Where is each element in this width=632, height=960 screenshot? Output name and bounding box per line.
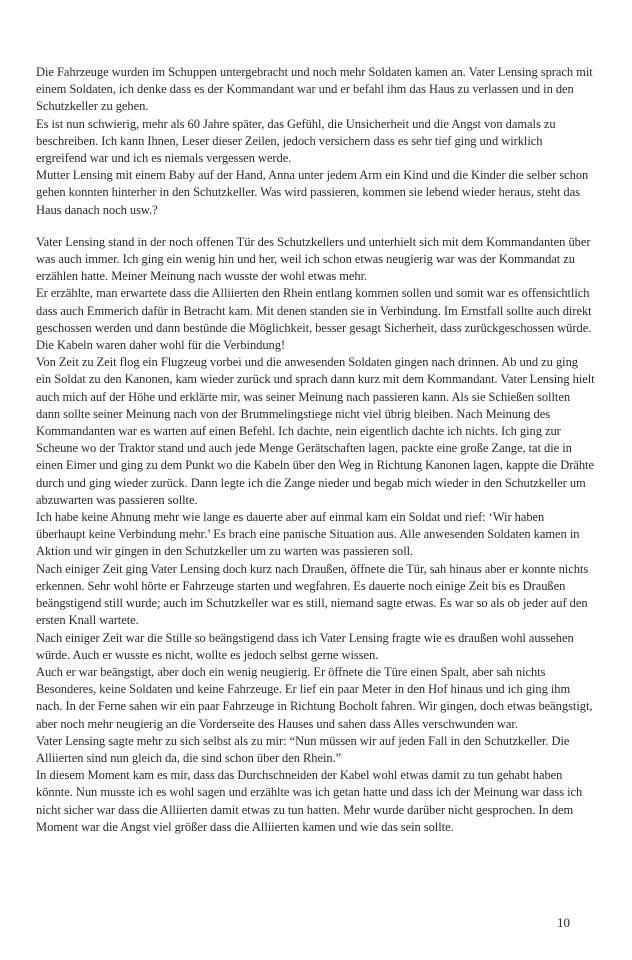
paragraph: Es ist nun schwierig, mehr als 60 Jahre später, das Gefühl, die Unsicherheit und die Angst von damals zu beschreiben. Ich kann Ihnen, Leser dieser Zeilen, jedoch versichern dass es sehr tief ging und wirklich ergreifend war und ich es niemals vergessen werde. (36, 116, 556, 166)
paragraph: Nach einiger Zeit war die Stille so beängstigend dass ich Vater Lensing fragte wie es draußen wohl aussehen würde. Auch er wusste es nicht, wollte es jedoch selbst gerne wissen. (36, 630, 574, 662)
paragraph: Ich habe keine Ahnung mehr wie lange es dauerte aber auf einmal kam ein Soldat und rief: ‘Wir haben überhaupt keine Verbindung mehr.’ Es brach eine panische Situation aus. Alle anwesenden Soldaten kamen in Aktion und wir gingen in den Schutzkeller um zu warten was passieren soll. (36, 510, 580, 559)
paragraph: Von Zeit zu Zeit flog ein Flugzeug vorbei und die anwesenden Soldaten gingen nach drinnen. Ab und zu ging ein Soldat zu den Kanonen, kam wieder zurück und sprach dann kurz mit dem Kommandant. Vater Lensing hielt auch mich auf der Höhe und erklärte mir, was seiner Meinung nach passieren kann. Als sie Schießen sollten dann sollte seiner Meinung nach von der Brummelingstiege nicht viel übrig bleiben. Nach Meinung des Kommandanten war es warten auf einen Befehl. Ich dachte, nein eigentlich dachte ich nichts. Ich ging zur Scheune wo der Traktor stand und auch jede Menge Gerätschaften lagen, packte eine große Zange, tat die in einen Eimer und ging zu dem Punkt wo die Kabeln über den Weg in Richtung Kanonen lagen, kappte die Drähte durch und ging wieder zurück. Dann legte ich die Zange nieder und begab mich wieder in den Schutzkeller um abzuwarten was passieren sollte. (36, 355, 595, 507)
paragraph: In diesem Moment kam es mir, dass das Durchschneiden der Kabel wohl etwas damit zu tun gehabt haben könnte. Nun musste ich es wohl sagen und erzählte was ich getan hatte und dass ich der Meinung war dass ich nicht sicher war dass die Alliierten damit etwas zu tun hatten. Mehr wurde darüber nicht gesprochen. In dem Moment war die Angst viel größer dass die Alliierten kamen und wie das sein sollte. (36, 768, 583, 834)
paragraph: Vater Lensing sagte mehr zu sich selbst als zu mir: “Nun müssen wir auf jeden Fall in den Schutzkeller. Die Alliierten sind nun gleich da, die sind schon über den Rhein.” (36, 733, 570, 765)
paragraph: Er erzählte, man erwartete dass die Alliierten den Rhein entlang kommen sollen und somit war es offensichtlich dass auch Emmerich dafür in Betracht kam. Mit denen standen sie in Verbindung. Im Ernstfall sollte auch direkt geschossen werden und dann bestünde die Möglichkeit, besser gesagt Sicherheit, dass zurückgeschossen würde. Die Kabeln waren daher wohl für die Verbindung! (36, 286, 592, 353)
paragraph: Vater Lensing stand in der noch offenen Tür des Schutzkellers und unterhielt sich mit dem Kommandanten über was auch immer. Ich ging ein wenig hin und her, weil ich schon etwas neugierig war was der Kommandat zu erzählen hatte. Meiner Meinung nach wusste der wohl etwas mehr. (36, 234, 591, 284)
paragraph: Nach einiger Zeit ging Vater Lensing doch kurz nach Draußen, öffnete die Tür, sah hinaus aber er konnte nichts erkennen. Sehr wohl hörte er Fahrzeuge starten und wegfahren. Es dauerte noch einige Zeit bis es Draußen beängstigend still wurde; auch im Schutzkeller war es still, niemand sagte etwas. Es war so als ob jeder auf den ersten Knall wartete. (36, 561, 589, 628)
paragraph: Die Fahrzeuge wurden im Schuppen untergebracht und noch mehr Soldaten kamen an. Vater Lensing sprach mit einem Soldaten, ich denke dass es der Kommandant war und er befahl ihm das Haus zu verlassen und in den Schutzkeller zu gehen. (36, 65, 593, 114)
body-text (36, 64, 596, 836)
page-number: 10 (557, 915, 570, 930)
paragraph: Auch er war beängstigt, aber doch ein wenig neugierig. Er öffnete die Türe einen Spalt, aber sah nichts Besonderes, keine Soldaten und keine Fahrzeuge. Er lief ein paar Meter in den Hof hinaus und ich ging ihm nach. In der Ferne sahen wir ein paar Fahrzeuge in Richtung Bocholt fahren. Wir gingen, doch etwas beängstigt, aber noch mehr neugierig an die Vorderseite des Hauses und sahen dass Alles verschwunden war. (36, 664, 593, 731)
paragraph: Mutter Lensing mit einem Baby auf der Hand, Anna unter jedem Arm ein Kind und die Kinder die selber schon gehen konnten hinterher in den Schutzkeller. Was wird passieren, kommen sie lebend wieder heraus, steht das Haus danach noch usw.? (36, 168, 589, 217)
